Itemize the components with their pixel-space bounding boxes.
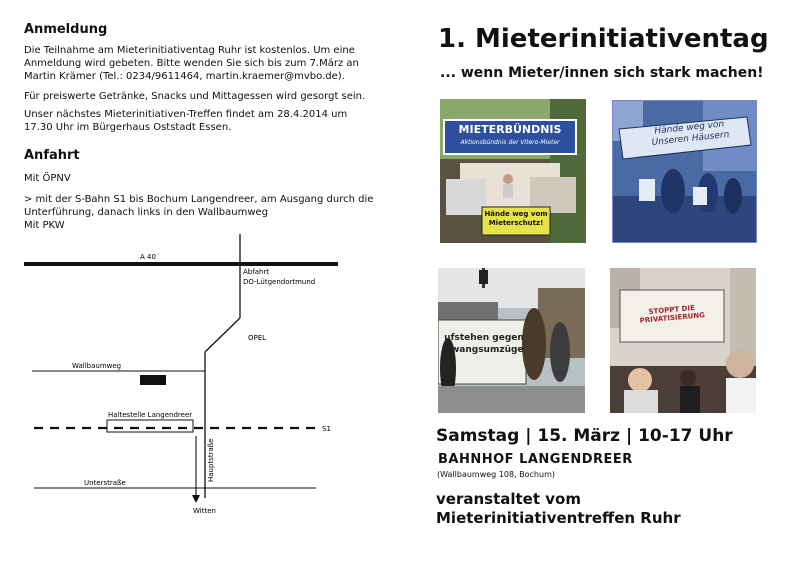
flyer-subtitle: ... wenn Mieter/innen sich stark machen! (440, 65, 764, 81)
anmeldung-heading: Anmeldung (24, 22, 108, 37)
anfahrt-heading: Anfahrt (24, 148, 80, 163)
event-date: Samstag | 15. März | 10-17 Uhr (436, 426, 733, 446)
photo2-banner-text: Hände weg von Unseren Häusern (651, 119, 730, 149)
wallbaumweg-label: Wallbaumweg (72, 362, 122, 370)
abfahrt-label-1: Abfahrt (243, 268, 270, 276)
hauptstrasse-label: Hauptstraße (207, 438, 215, 482)
next-meeting-line: Unser nächstes Mieterinitiativen-Treffen findet am 28.4.2014 um (24, 109, 348, 120)
photo1-banner-text: MIETERBÜNDNIS (458, 123, 562, 136)
photo-demo-banner (612, 100, 757, 243)
anmeldung-line: Martin Krämer (Tel.: 0234/9611464, martin.kraemer@mvbo.de). (24, 71, 345, 82)
route-line: Mit PKW (24, 220, 65, 231)
venue-address: (Wallbaumweg 108, Bochum) (437, 470, 555, 479)
arrow-head-icon (192, 495, 200, 503)
photo3-banner (442, 332, 526, 356)
opel-label: OPEL (248, 334, 267, 342)
a40-label: A 40 (140, 253, 156, 261)
photo-demo-street (438, 268, 585, 413)
photo3-banner-line: ufstehen gegen (444, 333, 524, 343)
abfahrt-label-2: DO-Lütgendortmund (243, 278, 316, 286)
haltestelle-label: Haltestelle Langendreer (108, 411, 193, 419)
route-line: Unterführung, danach links in den Wallbaumweg (24, 207, 269, 218)
photo4-banner-text: STOPPT DIE PRIVATISIERUNG (639, 304, 706, 325)
anmeldung-line: Die Teilnahme am Mieterinitiativentag Ruhr ist kostenlos. Um eine (24, 45, 355, 56)
next-meeting-line: 17.30 Uhr im Bürgerhaus Oststadt Essen. (24, 122, 232, 133)
route-line: > mit der S-Bahn S1 bis Bochum Langendreer, am Ausgang durch die (24, 194, 374, 205)
drinks-text: Für preiswerte Getränke, Snacks und Mittagessen wird gesorgt sein. (24, 91, 366, 102)
photo-protest-privatization (610, 268, 756, 413)
organizer (436, 490, 681, 528)
organizer-line: Mieterinitiativentreffen Ruhr (436, 509, 681, 527)
photo1-banner-subtext: Aktionsbündnis der Vitero-Mieter (460, 139, 560, 146)
s1-label: S1 (322, 425, 331, 433)
photo-info-stand (440, 99, 586, 243)
photo-protest-privatization-art (610, 268, 756, 413)
unterstrasse-label: Unterstraße (84, 479, 126, 487)
venue-name: BAHNHOF LANGENDREER (438, 452, 633, 467)
organizer-line: veranstaltet vom (436, 490, 581, 508)
station-box (107, 420, 193, 432)
witten-label: Witten (193, 507, 216, 515)
photo1-sign-text: Hände weg vom Mieterschutz! (484, 210, 548, 227)
photo3-banner-line: Zwangsumzüge (444, 345, 524, 355)
opnv-label: Mit ÖPNV (24, 173, 71, 184)
venue-marker (140, 375, 166, 385)
diagonal-road (205, 318, 240, 352)
flyer-title: 1. Mieterinitiativentag (438, 24, 769, 54)
anmeldung-line: Anmeldung wird gebeten. Bitte wenden Sie sich bis zum 7.März an (24, 58, 359, 69)
